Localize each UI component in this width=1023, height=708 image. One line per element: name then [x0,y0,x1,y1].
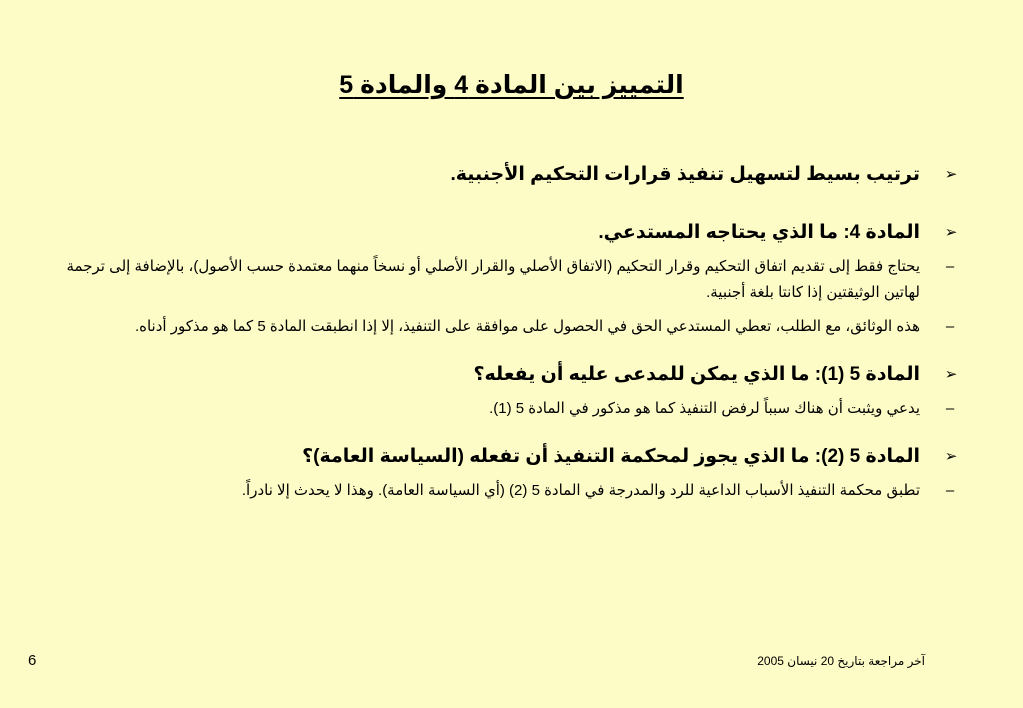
sub-item [60,254,962,306]
dash-bullet-icon: – [945,400,955,417]
sub-item [60,314,962,340]
bullet-item [60,218,962,248]
slide-content [60,160,962,512]
arrow-bullet-icon: ➢ [944,366,958,383]
arrow-bullet-icon: ➢ [944,166,958,183]
revision-note: آخر مراجعة بتاريخ 20 نيسان 2005 [757,654,925,668]
bullet-text: ترتيب بسيط لتسهيل تنفيذ قرارات التحكيم الأجنبية. [450,164,920,185]
arrow-bullet-icon: ➢ [944,448,958,465]
bullet-item [60,160,962,190]
sub-item [60,396,962,422]
bullet-text: المادة 4: ما الذي يحتاجه المستدعي. [598,222,920,243]
page-number: 6 [28,652,37,669]
bullet-item [60,442,962,472]
sub-text: هذه الوثائق، مع الطلب، تعطي المستدعي الحق في الحصول على موافقة على التنفيذ، إلا إذا انطبقت المادة 5 كما هو مذكور أدناه. [134,318,920,335]
bullet-text: المادة 5 (1): ما الذي يمكن للمدعى عليه أن يفعله؟ [473,364,920,385]
bullet-item [60,360,962,390]
dash-bullet-icon: – [945,482,955,499]
sub-item [60,478,962,504]
arrow-bullet-icon: ➢ [944,224,958,241]
bullet-text: المادة 5 (2): ما الذي يجوز لمحكمة التنفيذ أن تفعله (السياسة العامة)؟ [302,446,920,467]
sub-text: يحتاج فقط إلى تقديم اتفاق التحكيم وقرار التحكيم (الاتفاق الأصلي والقرار الأصلي أو نسخاً منهما معتمدة حسب الأصول)، بالإضافة إلى ترجمة لهاتين الوثيقتين إذا كانتا بلغة أجنبية. [66,258,920,301]
slide-title: التمييز بين المادة 4 والمادة 5 [339,71,684,99]
sub-text: يدعي ويثبت أن هناك سبباً لرفض التنفيذ كما هو مذكور في المادة 5 (1). [489,400,920,417]
dash-bullet-icon: – [945,258,955,275]
dash-bullet-icon: – [945,318,955,335]
sub-text: تطبق محكمة التنفيذ الأسباب الداعية للرد والمدرجة في المادة 5 (2) (أي السياسة العامة). وهذا لا يحدث إلا نادراً. [241,482,920,499]
